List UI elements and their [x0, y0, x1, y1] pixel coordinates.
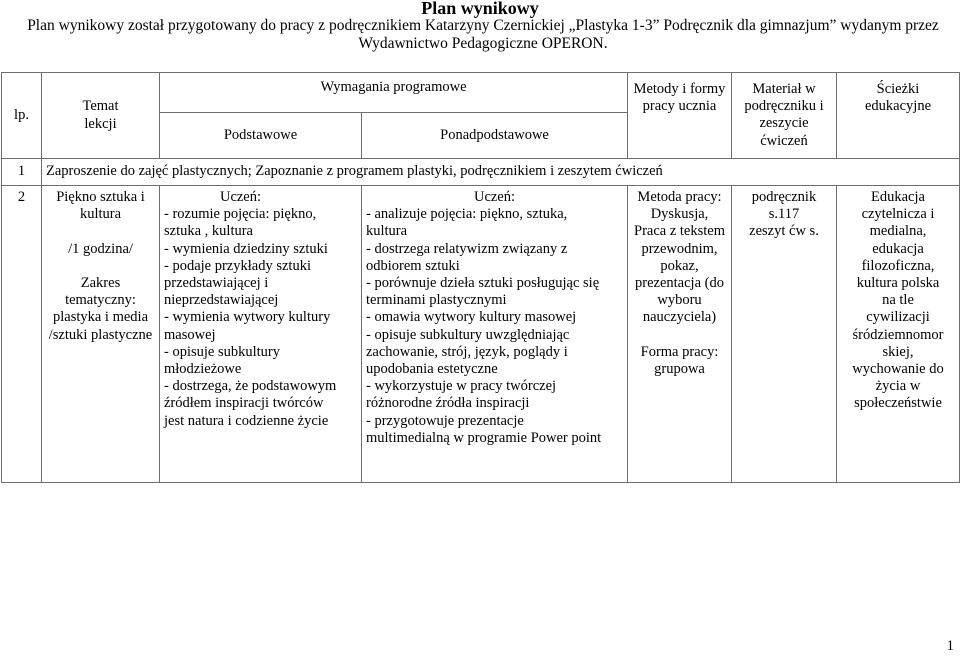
ponadpodstawowe-heading: Uczeń:	[473, 189, 516, 205]
row-lp: 2	[2, 186, 42, 483]
row-material: podręcznik s.117 zeszyt ćw s.	[732, 186, 837, 483]
table-row	[2, 159, 960, 186]
header-ponadpodstawowe: Ponadpodstawowe	[362, 113, 628, 159]
podstawowe-heading: Uczeń:	[219, 189, 262, 205]
row-lp: 1	[2, 159, 42, 186]
page-number: 1	[946, 638, 954, 654]
document-title: Plan wynikowy	[421, 0, 539, 18]
row-content: Zaproszenie do zajęć plastycznych; Zapoznanie z programem plastyki, podręcznikiem i zeszytem ćwiczeń	[42, 159, 960, 186]
header-lp: lp.	[2, 73, 42, 159]
row-sciezki: Edukacja czytelnicza i medialna, edukacja filozoficzna, kultura polska na tle cywilizacji śródziemnomor skiej, wychowanie do życia w społeczeństwie	[837, 186, 960, 483]
header-row	[2, 73, 960, 113]
row-metody: Metoda pracy: Dyskusja, Praca z tekstem przewodnim, pokaz, prezentacja (do wyboru nauczyciela) Forma pracy: grupowa	[628, 186, 732, 483]
ponadpodstawowe-list: - analizuje pojęcia: piękno, sztuka, kultura - dostrzega relatywizm związany z odbiorem sztuki - porównuje dzieła sztuki posługując się terminami plastycznymi - omawia wytwory kultury masowej - opisuje subkultury uwzględniając zachowanie, strój, język, poglądy i upodobania estetyczne - wykorzystuje w pracy twórczej różnorodne źródła inspiracji - przygotowuje prezentacje multimedialną w programie Power point	[366, 206, 602, 446]
row-temat: Piękno sztuka i kultura /1 godzina/ Zakres tematyczny: plastyka i media /sztuki plastyczne	[42, 186, 160, 483]
header-podstawowe: Podstawowe	[160, 113, 362, 159]
row-ponadpodstawowe	[362, 186, 628, 483]
document-intro: Plan wynikowy został przygotowany do pracy z podręcznikiem Katarzyny Czernickiej „Plastyka 1-3” Podręcznik dla gimnazjum” wydanym przez Wydawnictwo Pedagogiczne OPERON.	[27, 17, 939, 52]
table-row	[2, 186, 960, 483]
header-temat: Temat lekcji	[42, 73, 160, 159]
plan-table	[1, 72, 960, 483]
header-wymagania: Wymagania programowe	[160, 73, 628, 113]
header-metody: Metody i formy pracy ucznia	[628, 73, 732, 159]
header-sciezki: Ścieżki edukacyjne	[837, 73, 960, 159]
row-podstawowe	[160, 186, 362, 483]
header-material: Materiał w podręczniku i zeszycie ćwiczeń	[732, 73, 837, 159]
podstawowe-list: - rozumie pojęcia: piękno, sztuka , kultura - wymienia dziedziny sztuki - podaje przykłady sztuki przedstawiającej i nieprzedstawiającej - wymienia wytwory kultury masowej - opisuje subkultury młodzieżowe - dostrzega, że podstawowym źródłem inspiracji twórców jest natura i codzienne życie	[164, 206, 337, 429]
